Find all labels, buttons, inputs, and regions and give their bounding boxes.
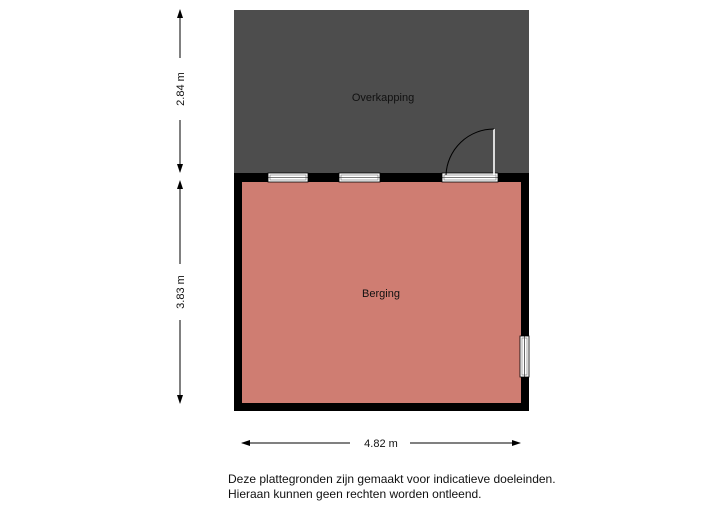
disclaimer — [228, 472, 628, 502]
dimension-width — [241, 438, 521, 450]
berging-label: Berging — [362, 288, 400, 300]
dimension-bottom-height — [175, 180, 187, 404]
dimension-top-height — [175, 9, 187, 173]
window-top-left — [268, 173, 308, 182]
disclaimer-line-1: Deze plattegronden zijn gemaakt voor indicatieve doeleinden. — [228, 472, 556, 486]
dimension-bottom-height-label: 3.83 m — [175, 275, 187, 309]
dimension-width-label: 4.82 m — [364, 438, 398, 450]
dimension-top-height-label: 2.84 m — [175, 72, 187, 106]
window-top-middle — [339, 173, 380, 182]
overkapping-label: Overkapping — [351, 92, 415, 104]
window-right — [520, 336, 529, 377]
disclaimer-line-2: Hieraan kunnen geen rechten worden ontleend. — [228, 487, 482, 501]
